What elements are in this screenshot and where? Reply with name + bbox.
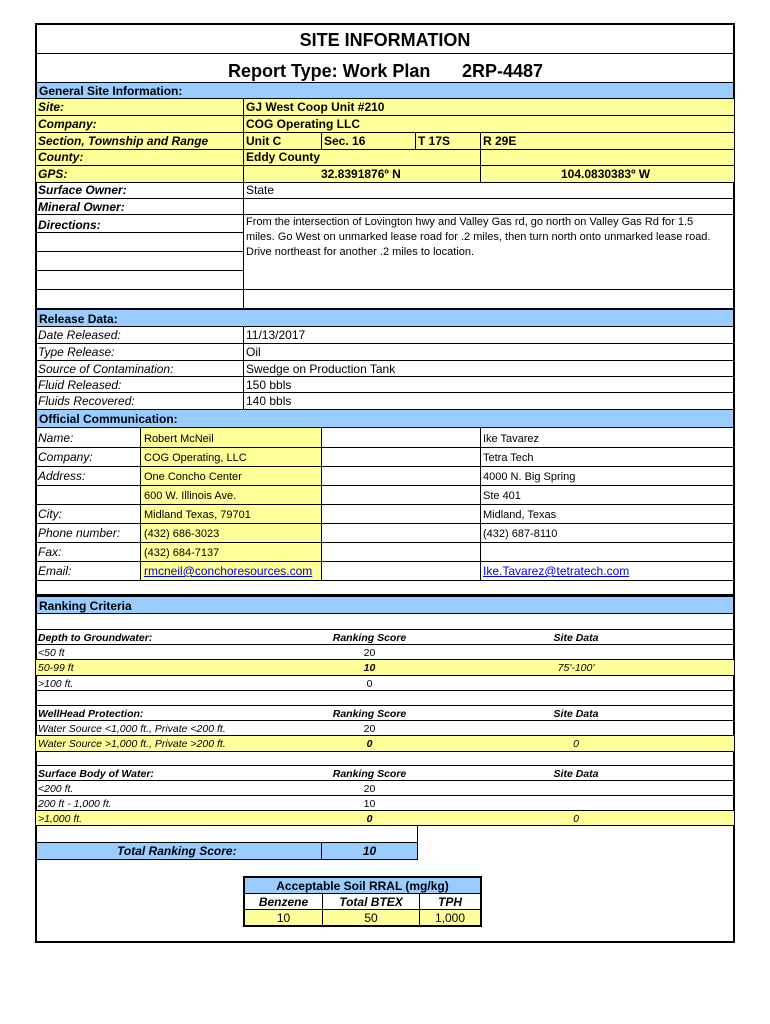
divider <box>36 115 734 116</box>
address-label: Address: <box>38 469 86 483</box>
surface-water-option: >1,000 ft. <box>38 813 83 825</box>
groundwater-score: 20 <box>363 647 376 659</box>
divider <box>36 447 734 448</box>
groundwater-site-header: Site Data <box>553 632 599 644</box>
surface-water-option: <200 ft. <box>38 783 74 795</box>
groundwater-score: 10 <box>363 662 376 674</box>
wellhead-score: 0 <box>366 738 373 750</box>
groundwater-option: 50-99 ft <box>38 662 74 674</box>
date-released-label: Date Released: <box>38 328 121 342</box>
divider <box>36 343 734 344</box>
surface-owner-label: Surface Owner: <box>38 183 127 197</box>
total-score-label: Total Ranking Score: <box>117 844 237 858</box>
divider <box>36 485 734 486</box>
divider <box>415 132 416 149</box>
county-label: County: <box>38 150 84 164</box>
surface-water-option: 200 ft - 1,000 ft. <box>38 798 112 810</box>
divider <box>36 392 734 393</box>
rral-header-btex: Total BTEX <box>339 895 403 909</box>
rral-value-benzene: 10 <box>276 911 291 925</box>
wellhead-title: WellHead Protection: <box>38 708 144 720</box>
divider <box>243 99 244 309</box>
contact1-name: Robert McNeil <box>144 433 214 445</box>
communication-section-label: Official Communication: <box>39 412 178 426</box>
company-value: COG Operating LLC <box>246 117 360 131</box>
contact2-city: Midland, Texas <box>483 509 557 521</box>
general-section-header <box>36 82 734 99</box>
communication-section-header <box>36 409 734 428</box>
report-type: Report Type: Work Plan <box>228 61 431 81</box>
divider <box>36 504 734 505</box>
groundwater-title: Depth to Groundwater: <box>38 632 153 644</box>
groundwater-score: 0 <box>366 678 373 690</box>
gps-latitude: 32.8391876º N <box>321 167 401 181</box>
page-title: SITE INFORMATION <box>299 30 471 50</box>
contact1-email-link[interactable]: rmcneil@conchoresources.com <box>144 564 313 578</box>
divider <box>243 327 244 409</box>
surface-water-score-header: Ranking Score <box>332 768 407 780</box>
release-section-header <box>36 309 734 327</box>
contact1-address1: One Concho Center <box>144 471 242 483</box>
groundwater-option: >100 ft. <box>38 678 74 690</box>
general-section-label: General Site Information: <box>39 84 183 98</box>
contact2-company: Tetra Tech <box>483 452 534 464</box>
range-value: R 29E <box>483 134 517 148</box>
rral-header-benzene: Benzene <box>258 895 309 909</box>
wellhead-site-header: Site Data <box>553 708 599 720</box>
type-release-label: Type Release: <box>38 345 115 359</box>
company-label: Company: <box>38 450 93 464</box>
contact1-city: Midland Texas, 79701 <box>144 509 251 521</box>
contact2-address2: Ste 401 <box>483 490 521 502</box>
str-label: Section, Township and Range <box>38 134 209 148</box>
directions-line: miles. Go West on unmarked lease road for .2 miles, then turn north onto unmarked lease road. <box>246 231 711 243</box>
surface-water-site-value: 0 <box>573 813 579 825</box>
township-value: T 17S <box>418 134 451 148</box>
source-label: Source of Contamination: <box>38 362 174 376</box>
wellhead-score-header: Ranking Score <box>332 708 407 720</box>
divider <box>480 132 481 182</box>
divider <box>36 542 734 543</box>
rral-title-cell <box>245 878 480 894</box>
divider <box>36 523 734 524</box>
contact2-address1: 4000 N. Big Spring <box>483 471 576 483</box>
total-score-value-cell <box>321 842 418 860</box>
divider <box>36 182 734 183</box>
wellhead-site-value: 0 <box>573 738 579 750</box>
contact1-phone: (432) 686-3023 <box>144 528 220 540</box>
contact1-address2: 600 W. Illinois Ave. <box>144 490 237 502</box>
divider <box>36 270 244 271</box>
total-score-label-cell <box>36 842 322 860</box>
rral-value-btex: 50 <box>364 911 378 925</box>
contact2-phone: (432) 687-8110 <box>483 528 558 540</box>
contact1-fax: (432) 684-7137 <box>144 547 220 559</box>
contact1-company: COG Operating, LLC <box>144 452 247 464</box>
directions-label: Directions: <box>38 218 101 232</box>
surface-water-score: 0 <box>366 813 373 825</box>
phone-label: Phone number: <box>38 526 121 540</box>
ranking-section-header <box>36 596 734 614</box>
release-section-label: Release Data: <box>39 312 118 326</box>
site-label: Site: <box>38 100 65 114</box>
divider <box>36 580 734 581</box>
surface-owner-value: State <box>246 183 275 197</box>
fluids-recovered-label: Fluids Recovered: <box>38 394 135 408</box>
wellhead-option: Water Source >1,000 ft., Private >200 ft. <box>38 738 226 750</box>
total-score-value: 10 <box>362 844 377 858</box>
contact2-email-link[interactable]: Ike.Tavarez@tetratech.com <box>483 564 630 578</box>
divider <box>36 561 734 562</box>
fluid-released-value: 150 bbls <box>246 378 292 392</box>
divider <box>36 251 244 252</box>
type-release-value: Oil <box>246 345 261 359</box>
surface-water-site-header: Site Data <box>553 768 599 780</box>
section-value: Sec. 16 <box>324 134 366 148</box>
surface-water-title: Surface Body of Water: <box>38 768 154 780</box>
fax-label: Fax: <box>38 545 62 559</box>
county-value: Eddy County <box>246 150 320 164</box>
divider <box>321 132 322 149</box>
directions-line: From the intersection of Lovington hwy and Valley Gas rd, go north on Valley Gas Rd for 1.5 <box>246 216 694 228</box>
site-value: GJ West Coop Unit #210 <box>246 100 385 114</box>
name-label: Name: <box>38 431 74 445</box>
unit-value: Unit C <box>246 134 282 148</box>
company-label: Company: <box>38 117 97 131</box>
divider <box>36 466 734 467</box>
divider <box>36 289 734 290</box>
rp-number: 2RP-4487 <box>462 61 544 81</box>
divider <box>36 53 734 54</box>
groundwater-site-value: 75'-100' <box>557 662 595 674</box>
rral-value-tph: 1,000 <box>434 911 466 925</box>
source-value: Swedge on Production Tank <box>246 362 396 376</box>
divider <box>36 149 734 150</box>
rral-header-tph: TPH <box>438 895 462 909</box>
divider <box>36 198 734 199</box>
date-released-value: 11/13/2017 <box>246 328 306 342</box>
fluids-recovered-value: 140 bbls <box>246 394 292 408</box>
mineral-owner-label: Mineral Owner: <box>38 200 125 214</box>
rral-title: Acceptable Soil RRAL (mg/kg) <box>276 879 449 893</box>
surface-water-score: 20 <box>363 783 376 795</box>
directions-line: Drive northeast for another .2 miles to location. <box>246 246 475 258</box>
contact2-name: Ike Tavarez <box>483 433 540 445</box>
wellhead-option: Water Source <1,000 ft., Private <200 ft. <box>38 723 226 735</box>
city-label: City: <box>38 507 62 521</box>
gps-longitude: 104.0830383º W <box>561 167 651 181</box>
groundwater-option: <50 ft <box>38 647 65 659</box>
wellhead-score: 20 <box>363 723 376 735</box>
email-label: Email: <box>38 564 72 578</box>
fluid-released-label: Fluid Released: <box>38 378 122 392</box>
gps-label: GPS: <box>38 167 68 181</box>
groundwater-score-header: Ranking Score <box>332 632 407 644</box>
ranking-section-label: Ranking Criteria <box>39 599 132 613</box>
surface-water-score: 10 <box>363 798 376 810</box>
